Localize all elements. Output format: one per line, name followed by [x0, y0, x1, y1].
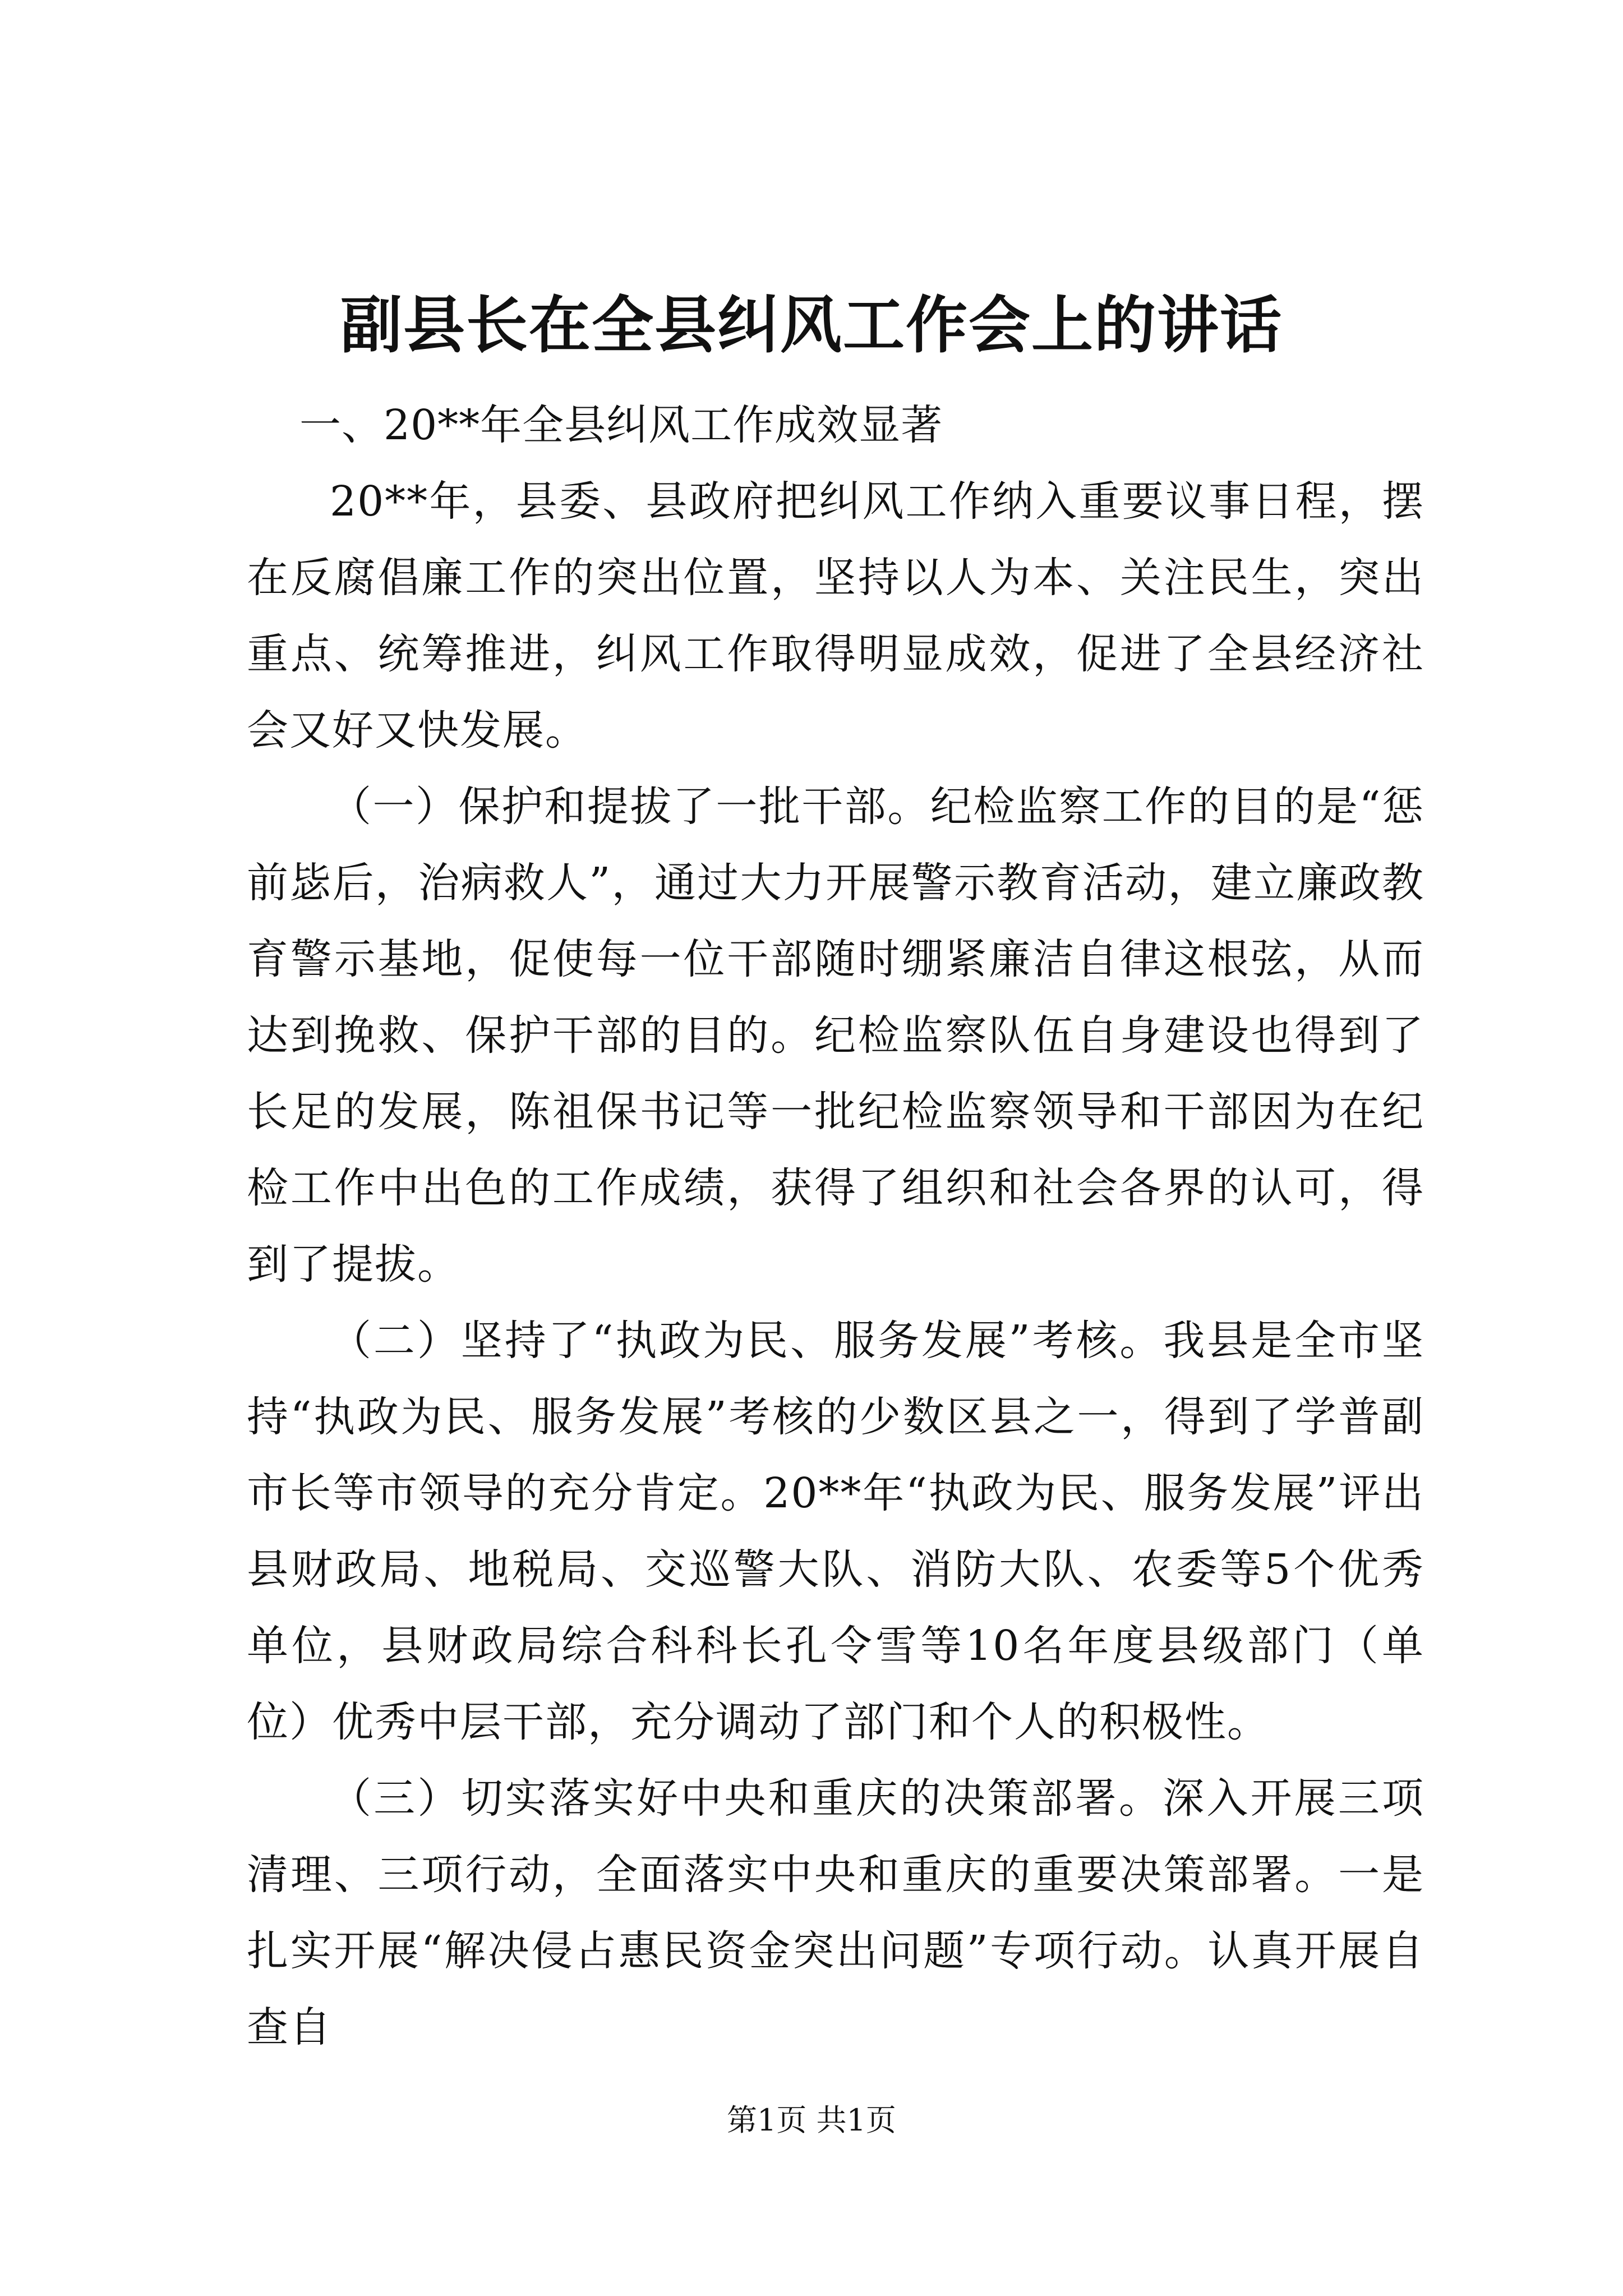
page-footer: 第1页 共1页 [727, 2102, 896, 2138]
section-heading: 一、20**年全县纠风工作成效显著 [299, 401, 943, 449]
document-body [247, 387, 1424, 2065]
paragraph-item-3: （三）切实落实好中央和重庆的决策部署。深入开展三项清理、三项行动，全面落实中央和重庆的重要决策部署。一是扎实开展“解决侵占惠民资金突出问题”专项行动。认真开展自查自 [247, 1774, 1424, 2051]
paragraph-intro: 20**年，县委、县政府把纠风工作纳入重要议事日程，摆在反腐倡廉工作的突出位置，坚持以人为本、关注民生，突出重点、统筹推进，纠风工作取得明显成效，促进了全县经济社会又好又快发展。 [247, 477, 1424, 754]
document-title: 副县长在全县纠风工作会上的讲话 [340, 289, 1283, 361]
paragraph-item-2: （二）坚持了“执政为民、服务发展”考核。我县是全市坚持“执政为民、服务发展”考核的少数区县之一，得到了学普副市长等市领导的充分肯定。20**年“执政为民、服务发展”评出县财政局、地税局、交巡警大队、消防大队、农委等5个优秀单位，县财政局综合科科长孔令雪等10名年度县级部门（单位）优秀中层干部，充分调动了部门和个人的积极性。 [247, 1317, 1424, 1746]
paragraph-item-1: （一）保护和提拔了一批干部。纪检监察工作的目的是“惩前毖后，治病救人”，通过大力开展警示教育活动，建立廉政教育警示基地，促使每一位干部随时绷紧廉洁自律这根弦，从而达到挽救、保护干部的目的。纪检监察队伍自身建设也得到了长足的发展，陈祖保书记等一批纪检监察领导和干部因为在纪检工作中出色的工作成绩，获得了组织和社会各界的认可，得到了提拔。 [247, 783, 1424, 1289]
